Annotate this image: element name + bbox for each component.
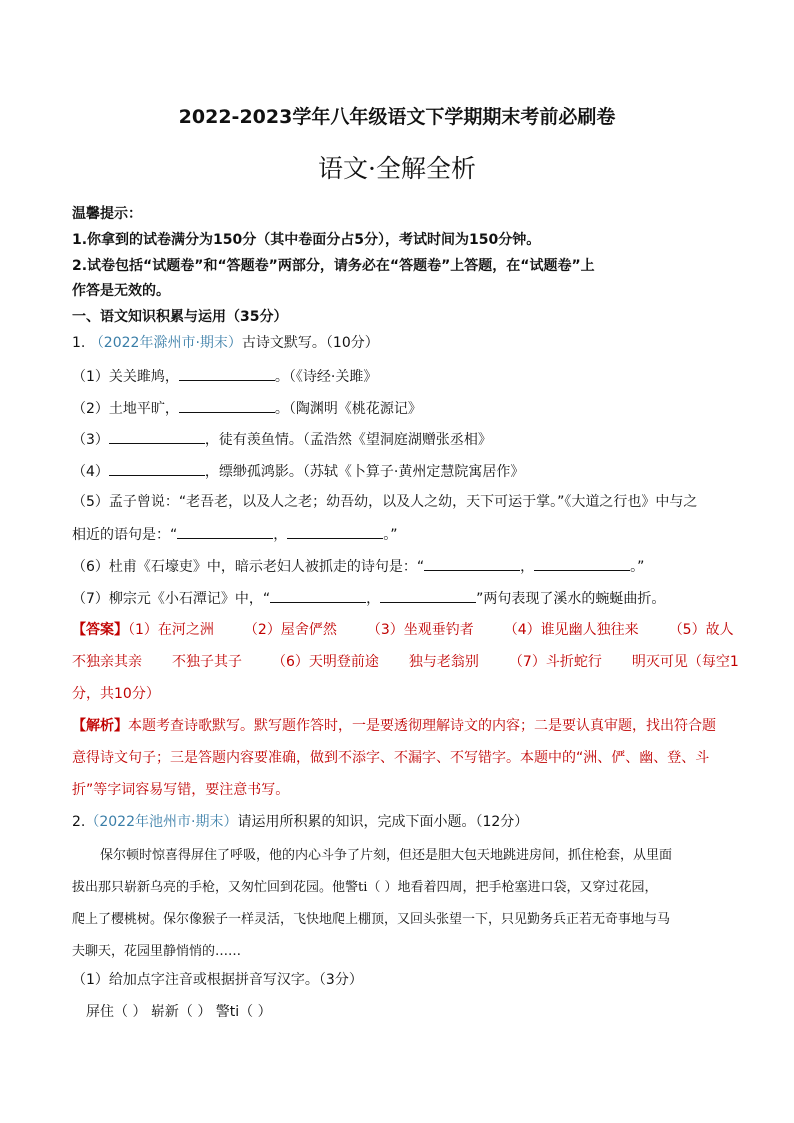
q2-sub-1: （1）给加点字注音或根据拼音写汉字。（3分） — [72, 972, 363, 988]
tips-line-3: 作答是无效的。 — [72, 283, 170, 299]
question-source: （2022年滁州市·期末） — [89, 335, 242, 351]
answer-blank — [109, 461, 205, 476]
question-number: 2. — [72, 814, 86, 830]
item-prefix: （6）杜甫《石壕吏》中，暗示老妇人被抓走的诗句是：“ — [72, 559, 425, 575]
answer-label: 【答案】 — [72, 622, 128, 638]
answer-blank — [424, 556, 520, 571]
section-heading: 一、语文知识积累与运用（35分） — [72, 309, 288, 325]
item-suffix: ，徒有羡鱼情。（孟浩然《望洞庭湖赠张丞相》 — [204, 432, 492, 448]
item-suffix: 。（《诗经·关雎》 — [274, 369, 378, 385]
passage-line-4: 夫聊天，花园里静悄悄的…… — [72, 944, 242, 959]
answer-part: 独与老翁别 — [408, 654, 479, 670]
q1-item-5-line-2 — [72, 524, 398, 545]
tips-heading: 温馨提示： — [72, 206, 142, 222]
item-prefix: （3） — [72, 432, 109, 448]
analysis-label: 【解析】 — [72, 718, 128, 734]
answer-part: （4）谁见幽人独往来 — [503, 622, 639, 638]
document-title: 2022-2023学年八年级语文下学期期末考前必刷卷 — [178, 106, 616, 128]
answer-blank — [179, 366, 275, 381]
answer-blank — [177, 524, 273, 539]
answer-blank — [380, 588, 476, 603]
q2-sub-1-items: 屏住（ ） 崭新（ ） 警ti（ ） — [86, 1004, 272, 1020]
question-number: 1. — [72, 335, 86, 351]
analysis-text: 本题考查诗歌默写。默写题作答时，一是要透彻理解诗文的内容；二是要认真审题，找出符合题 — [128, 718, 716, 734]
item-prefix: （1）关关雎鸠， — [72, 369, 179, 385]
question-stem: 请运用所积累的知识，完成下面小题。（12分） — [237, 814, 529, 830]
answer-part: 不独子其子 — [172, 654, 242, 670]
item-separator: ， — [520, 559, 535, 575]
item-prefix: （7）柳宗元《小石潭记》中，“ — [72, 591, 271, 607]
answer-part: （3）坐观垂钓者 — [366, 622, 474, 638]
item-suffix: 。（陶渊明《桃花源记》 — [274, 401, 422, 417]
answer-blank — [287, 524, 383, 539]
passage-line-2: 拔出那只崭新乌亮的手枪，又匆忙回到花园。他警ti（ ）地看着四周，把手枪塞进口袋，又穿过花园， — [72, 880, 658, 895]
answer-line-3: 分，共10分） — [72, 686, 160, 702]
answer-part: （5）故人 — [668, 622, 734, 638]
tips-line-1: 1.你拿到的试卷满分为150分（其中卷面分占5分），考试时间为150分钟。 — [72, 232, 541, 248]
item-prefix: （2）土地平旷， — [72, 401, 179, 417]
item-prefix: （4） — [72, 464, 109, 480]
answer-blank — [534, 556, 630, 571]
answer-line-2 — [72, 652, 739, 672]
answer-line-1 — [72, 620, 734, 640]
answer-part: （6）天明登前途 — [272, 654, 379, 670]
q1-item-7 — [72, 588, 665, 609]
answer-blank — [179, 398, 275, 413]
analysis-line-2: 意得诗文句子；三是答题内容要准确，做到不添字、不漏字、不写错字。本题中的“洲、俨、幽、登、斗 — [72, 750, 710, 766]
analysis-line-1 — [72, 716, 716, 736]
answer-part: （7）斗折蛇行 — [508, 654, 602, 670]
tips-line-2: 2.试卷包括“试题卷”和“答题卷”两部分，请务必在“答题卷”上答题，在“试题卷”上 — [72, 258, 595, 274]
question-source: （2022年池州市·期末） — [85, 814, 238, 830]
answer-part: （2）屋舍俨然 — [243, 622, 337, 638]
q1-item-1 — [72, 366, 377, 387]
item-suffix: ”两句表现了溪水的蜿蜒曲折。 — [476, 591, 666, 607]
passage-line-3: 爬上了樱桃树。保尔像猴子一样灵活，飞快地爬上棚顶，又回头张望一下，只见勤务兵正若无奇事地与马 — [72, 912, 671, 927]
q1-item-4 — [72, 461, 524, 482]
answer-blank — [270, 588, 366, 603]
question-stem: 古诗文默写。（10分） — [241, 335, 379, 351]
passage-line-1: 保尔顿时惊喜得屏住了呼吸，他的内心斗争了片刻，但还是胆大包天地跳进房间，抓住枪套，从里面 — [100, 848, 673, 863]
item-suffix: ，缥缈孤鸿影。（苏轼《卜算子·黄州定慧院寓居作》 — [204, 464, 525, 480]
question-2-header — [72, 812, 528, 832]
answer-part: （1）在河之洲 — [128, 622, 214, 638]
q1-item-6 — [72, 556, 644, 577]
item-separator: ， — [273, 527, 288, 543]
item-suffix: 。” — [383, 527, 398, 543]
question-1-header — [72, 333, 379, 353]
analysis-line-3: 折”等字词容易写错，要注意书写。 — [72, 782, 290, 798]
item-separator: ， — [366, 591, 381, 607]
answer-part: 不独亲其亲 — [72, 654, 142, 670]
q1-item-3 — [72, 429, 492, 450]
document-subtitle: 语文·全解全析 — [318, 154, 476, 183]
answer-blank — [109, 429, 205, 444]
item-prefix: 相近的语句是：“ — [72, 527, 178, 543]
item-suffix: 。” — [630, 559, 645, 575]
q1-item-2 — [72, 398, 422, 419]
answer-part: 明灭可见（每空1 — [631, 654, 739, 670]
q1-item-5-line-1: （5）孟子曾说：“老吾老，以及人之老；幼吾幼，以及人之幼，天下可运于掌。”《大道之行也》中与之 — [72, 494, 698, 510]
